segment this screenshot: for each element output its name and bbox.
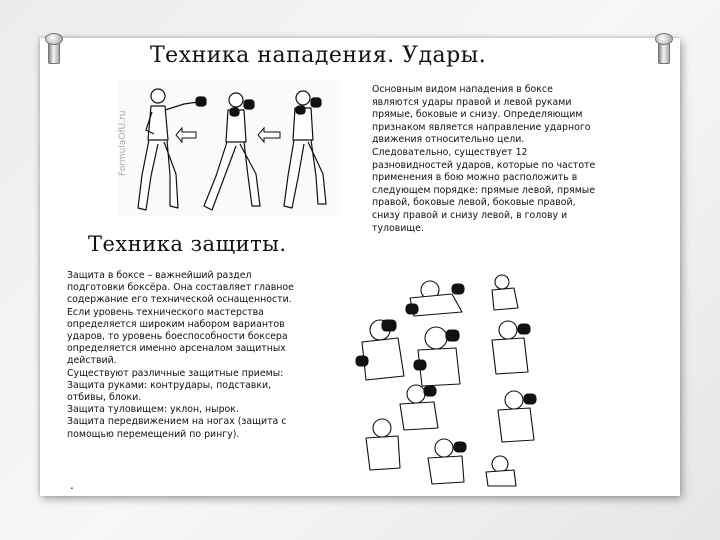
defense-sketch-1	[406, 275, 518, 316]
boxer-figure-3	[284, 91, 326, 208]
pushpin-top-right-icon	[658, 40, 670, 64]
watermark-text: FormulaOfU.ru	[118, 110, 128, 176]
defense-sketch-3	[414, 327, 460, 386]
defense-paragraph: Защита руками: контрудары, подставки, отбивы, блоки.	[67, 379, 272, 404]
boxer-figure-2	[204, 93, 260, 210]
defense-paragraph: Защита туловищем: уклон, нырок.	[67, 404, 239, 416]
trailing-dot: .	[70, 478, 74, 492]
defense-paragraph: Защита в боксе – важнейший раздел подготовки боксёра. Она составляет главное содержание его технической оснащенности. Если уровень технического мастерства определяется широким набором вариантов ударов, то уровень боеспособности боксера определяется именно арсеналом защитных действий.	[67, 270, 294, 367]
defense-title: Техника защиты.	[88, 232, 287, 256]
defense-paragraph: Защита передвижением на ногах (защита с помощью перемещений по рингу).	[67, 416, 287, 440]
defense-illustration	[352, 268, 550, 488]
defense-paragraph: Существуют различные защитные приемы:	[67, 367, 284, 379]
defense-sketch-2	[356, 320, 404, 380]
attack-description: Основным видом нападения в боксе являются удары правой и левой руками прямые, боковые и снизу. Определяющим признаком является направление ударного движения относительно цели. Следовательно, существует 12 разновидностей ударов, которые по частоте применения в бою можно расположить в следующем порядке: прямые левой, прямые правой, боковые левой, боковые правой, снизу правой и снизу левой, в голову и туловище.	[372, 84, 596, 234]
defense-sketch-6	[428, 439, 516, 486]
defense-sketch-5	[366, 385, 438, 470]
defense-sketch-4	[492, 321, 536, 442]
attack-illustration	[118, 80, 340, 216]
pushpin-top-left-icon	[48, 40, 60, 64]
defense-description	[67, 270, 307, 441]
slide-title: Техника нападения. Удары.	[150, 43, 487, 68]
boxer-figure-1	[138, 89, 206, 210]
